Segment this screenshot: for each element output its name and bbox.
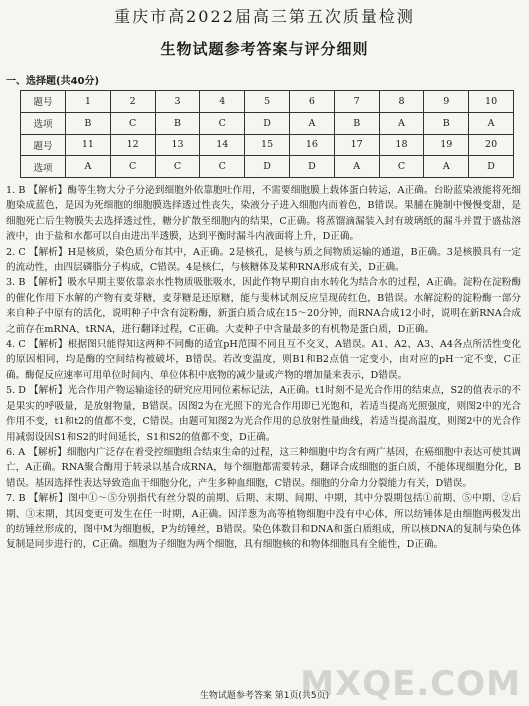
answer-cell: C [155, 156, 200, 178]
answer-cell: C [110, 112, 155, 134]
answer-cell: 12 [110, 134, 155, 156]
answer-cell: B [155, 112, 200, 134]
document-title: 重庆市高2022届高三第五次质量检测 [114, 7, 415, 26]
answer-cell: 20 [469, 134, 514, 156]
explanation-2: 2. C 【解析】H是核质，染色质分布其中，A正确。2是核孔，是核与质之间物质运输的通道，B正确。3是核膜具有一定的流动性，由四层磷脂分子构成，C错误。4是核仁，与核糖体及某种RNA形成有关，D正确。 [6, 246, 521, 274]
answer-cell: 18 [379, 134, 424, 156]
answer-cell: A [334, 156, 379, 178]
row-header-cell: 选项 [21, 156, 66, 178]
row-header-cell: 题号 [21, 134, 66, 156]
answer-cell: B [424, 112, 469, 134]
answer-cell: 3 [155, 91, 200, 113]
page-footer: 生物试题参考答案 第1页(共5页) [199, 691, 330, 701]
explanations [6, 183, 521, 553]
answer-cell: 15 [245, 134, 290, 156]
answer-cell: C [200, 112, 245, 134]
answer-cell: D [289, 156, 334, 178]
answer-cell: D [245, 112, 290, 134]
answer-cell: 14 [200, 134, 245, 156]
answer-cell: 13 [155, 134, 200, 156]
row-header-cell: 题号 [21, 91, 66, 113]
watermark-logo: MXQE.COM [300, 664, 521, 704]
answer-cell: 17 [334, 134, 379, 156]
answer-cell: C [200, 156, 245, 178]
explanation-3: 3. B 【解析】吸水早期主要依靠亲水性物质吸胀吸水，因此作物早期自由水转化为结合水的过程，A正确。淀粉在淀粉酶的催化作用下水解的产物有麦芽糖，麦芽糖是还原糖，能与斐林试剂反应呈现砖红色，B错误。水解淀粉的淀粉酶一部分来自种子中原有的活化，说明种子中含有淀粉酶，新蛋白质合成在15～20分钟，而RNA合成12小时，说明在新RNA合成之前存在mRNA、tRNA，进行翻译过程，C正确。大麦种子中含量最多的有机物是蛋白质，D正确。 [6, 277, 521, 335]
answer-table-row [21, 156, 514, 178]
answer-table-row [21, 134, 514, 156]
answer-cell: A [379, 112, 424, 134]
answer-cell: 11 [66, 134, 111, 156]
answer-cell: B [66, 112, 111, 134]
explanation-5: 5. D 【解析】光合作用产物运输途径的研究应用同位素标记法，A正确。t1时刻不是光合作用的结束点，S2的值表示的不是果实的呼吸量，是放射物量，B错误。因图2为在光照下的光合作用即已光饱和，若适当提高光照强度，则图2中的光合作用不变，t1和t2的值都不变，C错误。由题可知图2为光合作用的总放射性量曲线，若适当提高温度，则图2中的光合作用减弱设因S1和S2的时间延长，S1和S2的值都不变，D正确。 [6, 385, 521, 443]
answer-cell: C [110, 156, 155, 178]
answer-cell: 10 [469, 91, 514, 113]
answer-cell: A [424, 156, 469, 178]
answer-cell: 16 [289, 134, 334, 156]
answer-cell: 8 [379, 91, 424, 113]
document-subtitle: 生物试题参考答案与评分细则 [160, 40, 369, 58]
answer-table-row [21, 91, 514, 113]
answer-cell: 1 [66, 91, 111, 113]
explanation-4: 4. C 【解析】根据图只能得知这两种不同酶的适宜pH范围不同且互不交叉，A错误。A1、A2、A3、A4各点所活性变化的原因相同，均是酶的空间结构被破坏，B错误。若改变温度，则B1和B2点值一定变小，由对应的pH一定不变，C正确。酶促反应速率可用单位时间内、单位体积中底物的减少量或产物的增加量来表示，D错误。 [6, 339, 521, 381]
answer-cell: 4 [200, 91, 245, 113]
answer-cell: A [469, 112, 514, 134]
answer-cell: D [469, 156, 514, 178]
explanation-6: 6. A 【解析】细胞内广泛存在着受控细胞组合结束生命的过程，这三种细胞中均含有两广基因，在癌细胞中表达可使其调亡，A正确。RNA聚合酶用于转录以基合成RNA，每个细胞都需要转录，翻译合成细胞的蛋白质，不能体现细胞分化，B错误。基因选择性表达导致造血干细胞分化，产生多种血细胞，C错误。细胞的分命力分裂能力有关，D错误。 [6, 446, 521, 489]
answer-cell: 2 [110, 91, 155, 113]
answer-cell: 19 [424, 134, 469, 156]
answer-cell: 9 [424, 91, 469, 113]
answer-cell: D [245, 156, 290, 178]
answer-cell: B [334, 112, 379, 134]
answer-cell: C [379, 156, 424, 178]
explanation-1: 1. B 【解析】酶等生物大分子分泌到细胞外依靠胞吐作用，不需要细胞膜上载体蛋白转运，A正确。台盼蓝染液能将死细胞染成蓝色，是因为死细胞的细胞膜选择透过性丧失，染液分子进入细胞内而着色，B错误。果脯在腌制中慢慢变甜，是细胞死亡后生物膜失去选择透过性，糖分扩散至细胞内的结果，C正确。将蒸馏滴漏装入封有玻璃纸的漏斗并置于盛盐溶液中，由于盐和水都可以自由进出半透膜，达到平衡时漏斗内液面将上升，D正确。 [6, 185, 521, 243]
section-heading: 一、选择题(共40分) [6, 76, 100, 87]
explanation-7: 7. B 【解析】图中①～⑤分别指代有丝分裂的前期、后期、末期、间期、中期，其中分裂期包括①前期、⑤中期、②后期、③末期，其因变更可发生在任一时期，A正确。因洋葱为高等植物细胞中没有中心体，所以纺锤体是由细胞两极发出的纺锤丝形成的，图中M为细胞板，P为纺锤丝，B错误。染色体数目和DNA和蛋白质组成，所以核DNA的复制与染色体复制是同步进行的，C正确。细胞为子细胞为两个细胞，具有细胞核的和物体细胞具有全能性，D正确。 [6, 493, 521, 551]
answer-table [20, 90, 514, 178]
answer-cell: 6 [289, 91, 334, 113]
answer-table-row [21, 112, 514, 134]
answer-cell: A [289, 112, 334, 134]
answer-cell: 7 [334, 91, 379, 113]
row-header-cell: 选项 [21, 112, 66, 134]
answer-cell: A [66, 156, 111, 178]
answer-cell: 5 [245, 91, 290, 113]
